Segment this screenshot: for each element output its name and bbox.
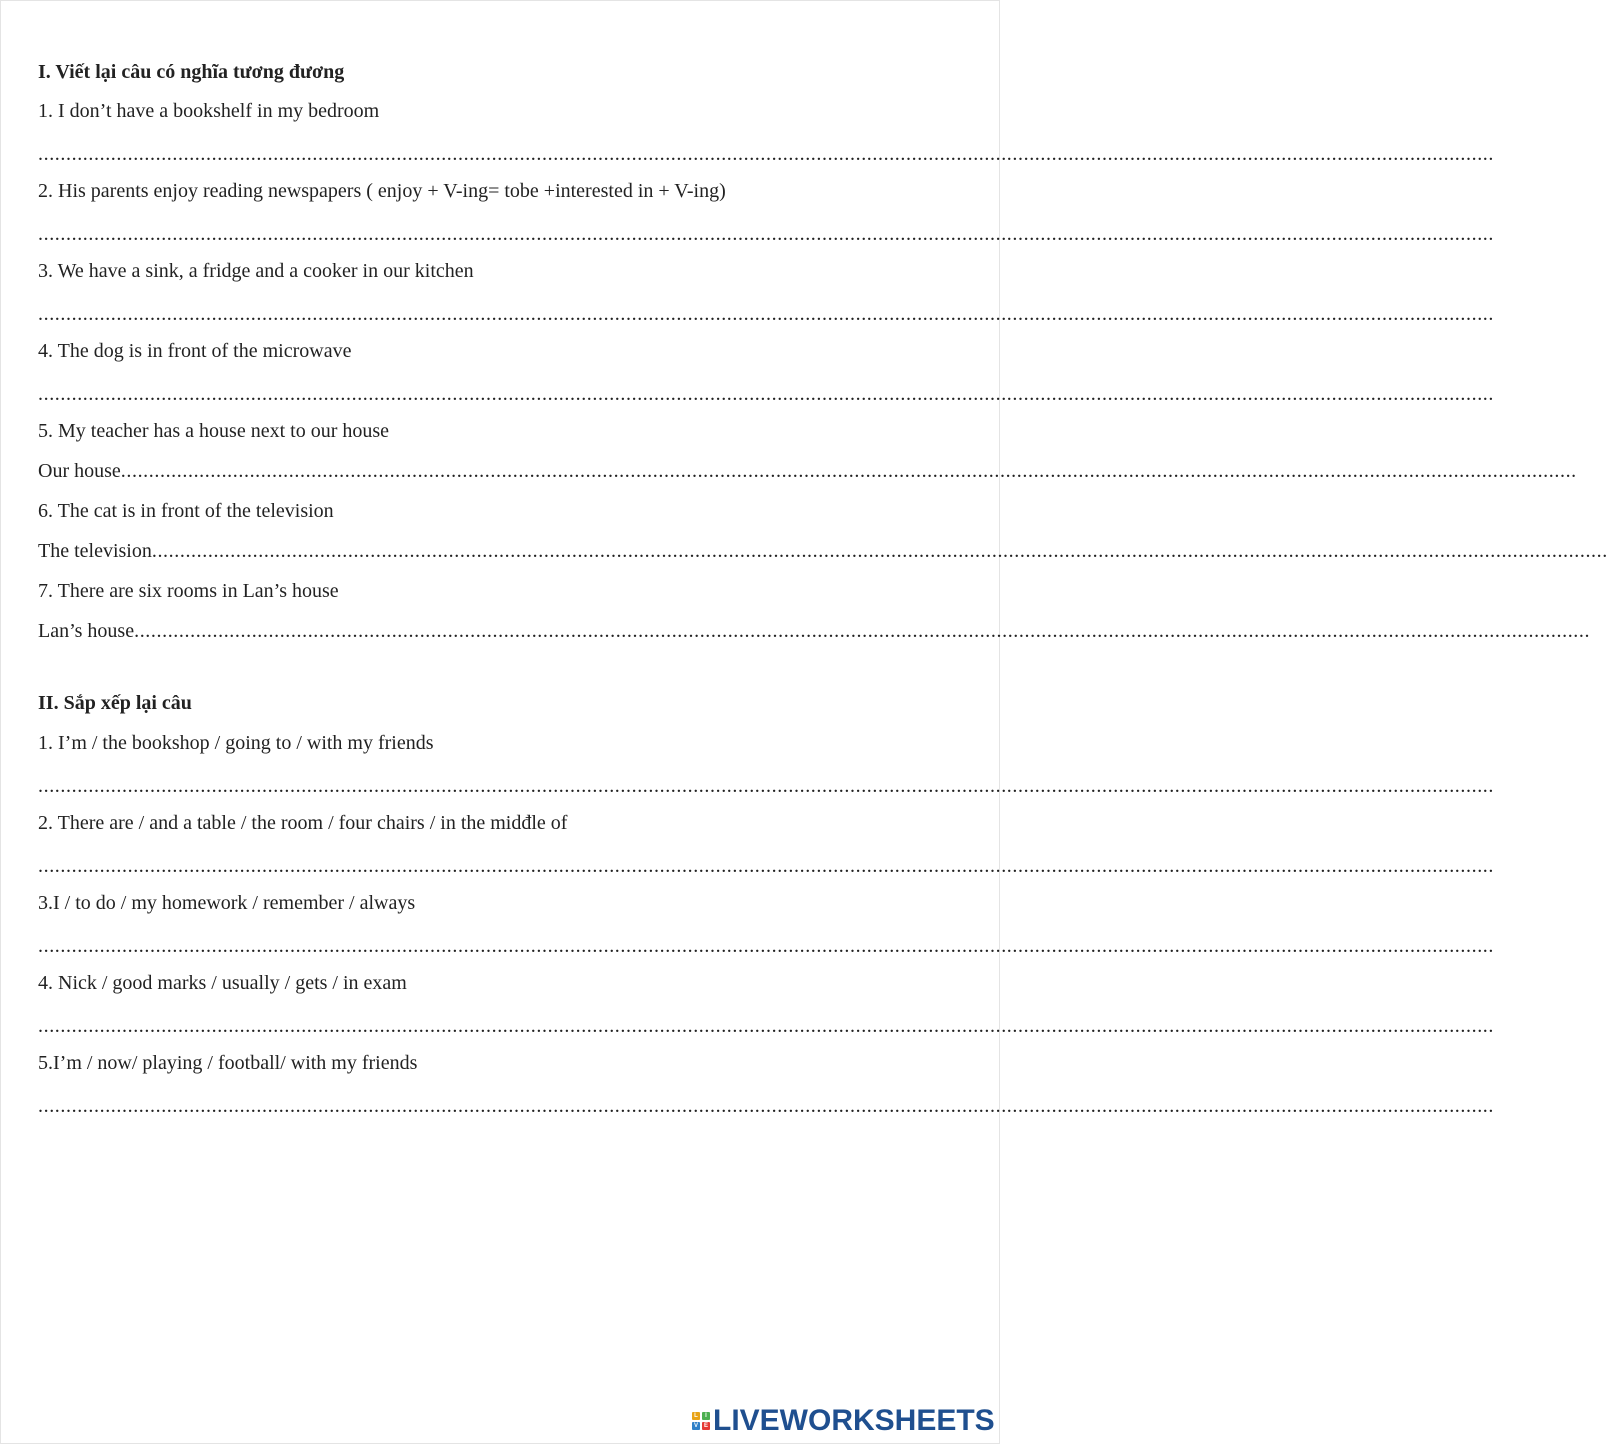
answer-line-s1-1[interactable]: ....................................................................................................................................................................................................................................................................: [38, 143, 1494, 165]
answer-fill: ....................................................................................................................................................................................................................................................................: [120, 460, 1577, 482]
section1-question-7: 7. There are six rooms in Lan’s house: [38, 580, 339, 602]
logo-tile: I: [702, 1412, 710, 1420]
answer-line-s2-5[interactable]: ....................................................................................................................................................................................................................................................................: [38, 1095, 1494, 1117]
section2-question-1: 1. I’m / the bookshop / going to / with my friends: [38, 732, 434, 754]
answer-line-s2-2[interactable]: ....................................................................................................................................................................................................................................................................: [38, 855, 1494, 877]
section1-question-2: 2. His parents enjoy reading newspapers ( enjoy + V-ing= tobe +interested in + V-ing): [38, 180, 726, 202]
section1-question-6: 6. The cat is in front of the television: [38, 500, 334, 522]
answer-prefix: The television: [38, 540, 152, 562]
liveworksheets-logo[interactable]: [692, 1404, 995, 1438]
section1-heading: I. Viết lại câu có nghĩa tương đương: [38, 61, 345, 83]
answer-prefix: Our house: [38, 460, 121, 482]
logo-tile: L: [692, 1412, 700, 1420]
answer-line-s2-1[interactable]: ....................................................................................................................................................................................................................................................................: [38, 775, 1494, 797]
answer-line-s1-7[interactable]: [38, 619, 1591, 643]
section2-question-2: 2. There are / and a table / the room / four chairs / in the midđle of: [38, 812, 568, 834]
section1-question-3: 3. We have a sink, a fridge and a cooker in our kitchen: [38, 260, 474, 282]
logo-tile: V: [693, 1423, 698, 1429]
answer-fill: ....................................................................................................................................................................................................................................................................: [134, 620, 1591, 642]
answer-line-s2-3[interactable]: ....................................................................................................................................................................................................................................................................: [38, 935, 1494, 957]
answer-line-s1-2[interactable]: ....................................................................................................................................................................................................................................................................: [38, 223, 1494, 245]
answer-prefix: Lan’s house: [38, 620, 135, 642]
answer-line-s2-4[interactable]: ....................................................................................................................................................................................................................................................................: [38, 1015, 1494, 1037]
section2-question-5: 5.I’m / now/ playing / football/ with my friends: [38, 1052, 418, 1074]
section1-question-5: 5. My teacher has a house next to our house: [38, 420, 390, 442]
section2-question-4: 4. Nick / good marks / usually / gets / in exam: [38, 972, 407, 994]
logo-tile: E: [703, 1423, 708, 1429]
section2-heading: II. Sắp xếp lại câu: [38, 692, 192, 714]
section1-question-1: 1. I don’t have a bookshelf in my bedroom: [38, 100, 380, 122]
section1-question-4: 4. The dog is in front of the microwave: [38, 340, 352, 362]
logo-mark-icon: [692, 1412, 710, 1430]
section2-question-3: 3.I / to do / my homework / remember / always: [38, 892, 416, 914]
answer-line-s1-5[interactable]: [38, 459, 1577, 483]
answer-fill: ....................................................................................................................................................................................................................................................................: [151, 540, 1608, 562]
answer-line-s1-4[interactable]: ....................................................................................................................................................................................................................................................................: [38, 383, 1494, 405]
logo-text: LIVEWORKSHEETS: [713, 1404, 995, 1437]
answer-line-s1-3[interactable]: ....................................................................................................................................................................................................................................................................: [38, 303, 1494, 325]
answer-line-s1-6[interactable]: [38, 539, 1608, 563]
